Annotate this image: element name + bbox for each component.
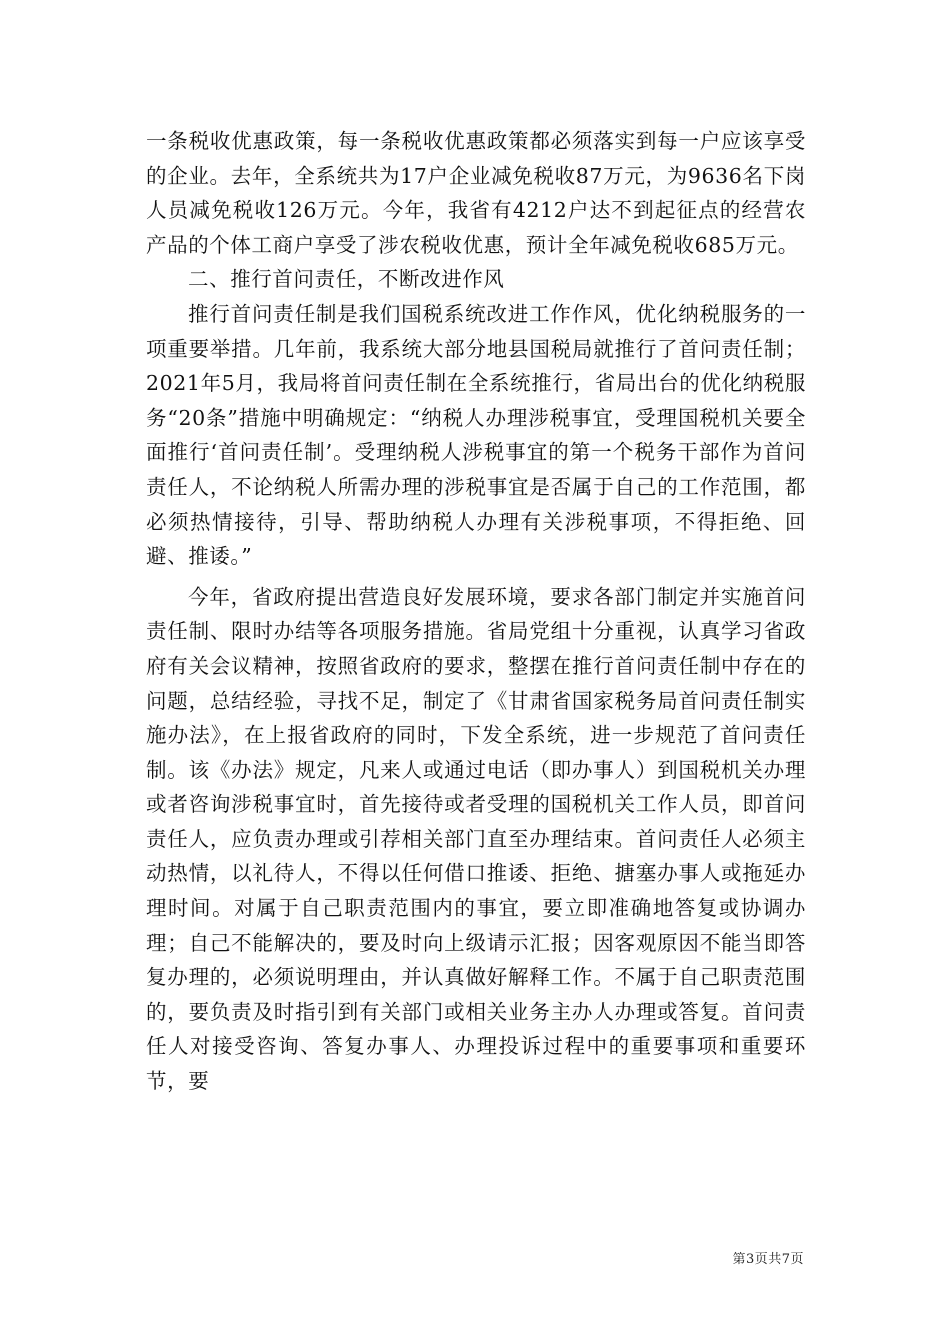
paragraph-first-inquiry: 推行首问责任制是我们国税系统改进工作作风，优化纳税服务的一项重要举措。几年前，我系统大部分地县国税局就推行了首问责任制；2021年5月，我局将首问责任制在全系统推行，省局出台的优化纳税服务“20条”措施中明确规定：“纳税人办理涉税事宜，受理国税机关要全面推行‘首问责任制’。受理纳税人涉税事宜的第一个税务干部作为首问责任人，不论纳税人所需办理的涉税事宜是否属于自己的工作范围，都必须热情接待，引导、帮助纳税人办理有关涉税事项，不得拒绝、回避、推诿。” [146,301,806,569]
page-number: 第3页共7页 [732,1252,804,1267]
section-heading: 二、推行首问责任，不断改进作风 [188,267,505,292]
document-body [146,124,806,1099]
paragraph-this-year: 今年，省政府提出营造良好发展环境，要求各部门制定并实施首问责任制、限时办结等各项服务措施。省局党组十分重视，认真学习省政府有关会议精神，按照省政府的要求，整摆在推行首问责任制中存在的问题，总结经验，寻找不足，制定了《甘肃省国家税务局首问责任制实施办法》，在上报省政府的同时，下发全系统，进一步规范了首问责任制。该《办法》规定，凡来人或通过电话（即办事人）到国税机关办理或者咨询涉税事宜时，首先接待或者受理的国税机关工作人员，即首问责任人，应负责办理或引荐相关部门直至办理结束。首问责任人必须主动热情，以礼待人，不得以任何借口推诿、拒绝、搪塞办事人或拖延办理时间。对属于自己职责范围内的事宜，要立即准确地答复或协调办理；自己不能解决的，要及时向上级请示汇报；因客观原因不能当即答复办理的，必须说明理由，并认真做好解释工作。不属于自己职责范围的，要负责及时指引到有关部门或相关业务主办人办理或答复。首问责任人对接受咨询、答复办事人、办理投诉过程中的重要事项和重要环节，要 [146,584,806,1094]
paragraph-continuation: 一条税收优惠政策，每一条税收优惠政策都必须落实到每一户应该享受的企业。去年，全系统共为17户企业减免税收87万元，为9636名下岗人员减免税收126万元。今年，我省有4212户达不到起征点的经营农产品的个体工商户享受了涉农税收优惠，预计全年减免税收685万元。 [146,129,806,257]
